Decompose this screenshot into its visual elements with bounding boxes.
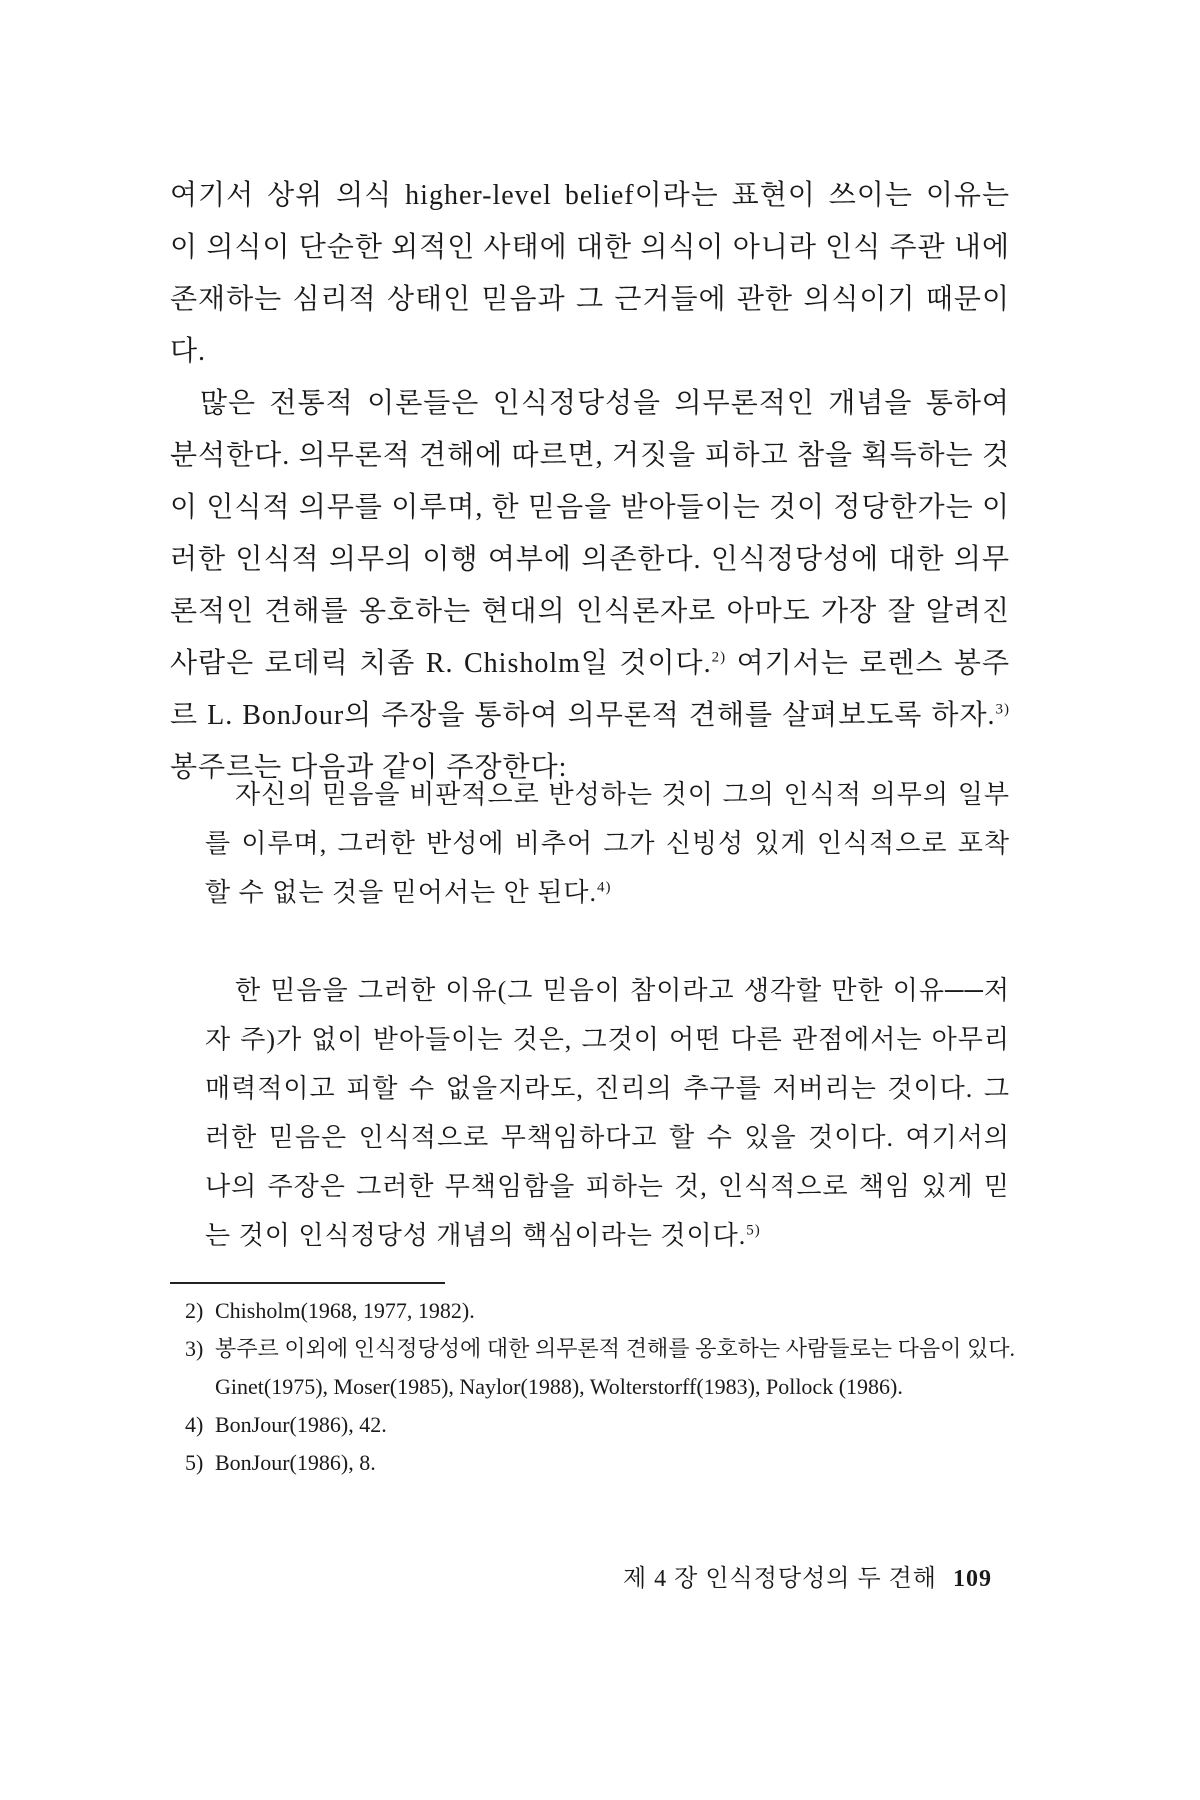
footnote-item: 4) BonJour(1986), 42.: [185, 1412, 387, 1437]
block-quote-2: 한 믿음을 그러한 이유(그 믿음이 참이라고 생각할 만한 이유──저자 주)가 없이 받아들이는 것은, 그것이 어떤 다른 관점에서는 아무리 매력적이고 피할 수 없을지라도, 진리의 추구를 저버리는 것이다. 그러한 믿음은 인식적으로 무책임하다고 할 수 있을 것이다. 여기서의 나의 주장은 그러한 무책임함을 피하는 것, 인식적으로 책임 있게 믿는 것이 인식정당성 개념의 핵심이라는 것이다.$^{5)}$: [205, 976, 1010, 1250]
footnotes: [185, 1292, 1015, 1482]
footnote-ref-4: 4): [597, 879, 612, 896]
paragraph-1: 여기서 상위 의식 higher-level belief이라는 표현이 쓰이는 이유는 이 의식이 단순한 외적인 사태에 대한 의식이 아니라 인식 주관 내에 존재하는 심리적 상태인 믿음과 그 근거들에 관한 의식이기 때문이다.: [170, 180, 1010, 367]
footnote-item: 3) 봉주르 이외에 인식정당성에 대한 의무론적 견해를 옹호하는 사람들로는 다음이 있다. Ginet(1975), Moser(1985), Naylor(1988), Wolterstorff(1983), Pollock (1986).: [185, 1336, 1015, 1399]
footnote-divider: [170, 1282, 445, 1284]
page-number: 109: [953, 1566, 992, 1592]
running-footer: [623, 1558, 992, 1593]
chapter-title: 제 4 장 인식정당성의 두 견해: [622, 1566, 937, 1592]
block-quote-1: 자신의 믿음을 비판적으로 반성하는 것이 그의 인식적 의무의 일부를 이루며, 그러한 반성에 비추어 그가 신빙성 있게 인식적으로 포착할 수 없는 것을 믿어서는 안 된다.$^{4)}$: [205, 780, 1010, 907]
main-text: [170, 170, 1010, 794]
paragraph-2: 많은 전통적 이론들은 인식정당성을 의무론적인 개념을 통하여 분석한다. 의무론적 견해에 따르면, 거짓을 피하고 참을 획득하는 것이 인식적 의무를 이루며, 한 믿음을 받아들이는 것이 정당한가는 이러한 인식적 의무의 이행 여부에 의존한다. 인식정당성에 대한 의무론적인 견해를 옹호하는 현대의 인식론자로 아마도 가장 잘 알려진 사람은 로데릭 치좀 R. Chisholm일 것이다.$^{2)}$ 여기서는 로렌스 봉주르 L. BonJour의 주장을 통하여 의무론적 견해를 살펴보도록 하자.$^{3)}$ 봉주르는 다음과 같이 주장한다:: [170, 388, 1011, 783]
footnote-ref-2: 2): [711, 649, 727, 666]
footnote-ref-3: 3): [995, 701, 1010, 718]
footnote-item: 5) BonJour(1986), 8.: [185, 1450, 376, 1475]
footnote-item: 2) Chisholm(1968, 1977, 1982).: [185, 1298, 475, 1323]
footnote-ref-5: 5): [746, 1222, 761, 1239]
